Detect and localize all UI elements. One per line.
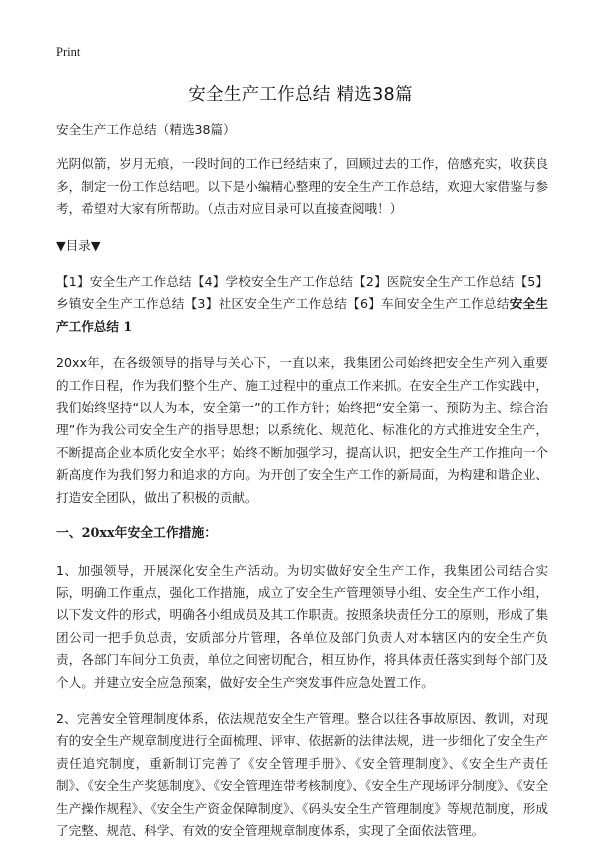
table-of-contents	[56, 271, 548, 338]
toc-link-1[interactable]: 【1】安全生产工作总结	[56, 274, 192, 290]
toc-link-4[interactable]: 【4】学校安全生产工作总结	[191, 274, 354, 290]
document-title: 安全生产工作总结 精选38篇	[188, 85, 413, 105]
toc-link-5[interactable]: 【5】乡镇安全生产工作总结	[56, 274, 549, 312]
section-heading: 一、20xx年安全工作措施：	[56, 526, 218, 542]
toc-link-6[interactable]: 【6】车间安全生产工作总结	[347, 296, 510, 312]
body-paragraph: 20xx年，在各级领导的指导与关心下，一直以来，我集团公司始终把安全生产列入重要的工作日程，作为我们整个生产、施工过程中的重点工作来抓。在安全生产工作实践中，我们始终坚持“以人为本，安全第一”的工作方针；始终把“安全第一、预防为主、综合治理”作为我公司安全生产的指导思想；以系统化、规范化、标准化的方式推进安全生产，不断提高企业本质化安全水平；始终不断加强学习，提高认识，把安全生产工作推向一个新高度作为我们努力和追求的方向。为开创了安全生产工作的新局面，为构建和谐企业、打造安全团队，做出了积极的贡献。	[56, 355, 548, 505]
toc-link-2[interactable]: 【2】医院安全生产工作总结	[353, 274, 515, 290]
section-title: 安全生产工作总结 1	[56, 296, 549, 334]
list-item: 1、加强领导，开展深化安全生产活动。为切实做好安全生产工作，我集团公司结合实际，明确工作重点，强化工作措施，成立了安全生产管理领导小组、安全生产工作小组，以下发文件的形式，明确各小组成员及其工作职责。按照条块责任分工的原则，形成了集团公司一把手负总责，安质部分片管理，各单位及部门负责人对本辖区内的安全生产负责，各部门车间分工负责，单位之间密切配合，相互协作，将具体责任落实到每个部门及个人。并建立安全应急预案，做好安全生产突发事件应急处置工作。	[56, 562, 548, 690]
toc-label: ▼目录▼	[56, 237, 101, 253]
document-subtitle: 安全生产工作总结（精选38篇）	[56, 122, 236, 137]
toc-link-3[interactable]: 【3】社区安全生产工作总结	[184, 296, 348, 312]
print-label[interactable]: Print	[56, 45, 81, 59]
list-item: 2、完善安全管理制度体系，依法规范安全生产管理。整合以往各事故原因、教训，对现有的安全生产规章制度进行全面梳理、评审、依据新的法律法规，进一步细化了安全生产责任追究制度，重新制订完善了《安全管理手册》、《安全管理制度》、《安全生产责任制》、《安全生产奖惩制度》、《安全管理连带考核制度》、《安全生产现场评分制度》、《安全生产操作规程》、《安全生产资金保障制度》、《码头安全生产管理制度》等规范制度，形成了完整、规范、科学、有效的安全管理规章制度体系，实现了全面依法管理。	[56, 710, 548, 838]
intro-paragraph: 光阴似箭，岁月无痕，一段时间的工作已经结束了，回顾过去的工作，倍感充实，收获良多，制定一份工作总结吧。以下是小编精心整理的安全生产工作总结，欢迎大家借鉴与参考，希望对大家有所帮助。（点击对应目录可以直接查阅哦！）	[56, 156, 548, 217]
document-body	[56, 119, 548, 856]
